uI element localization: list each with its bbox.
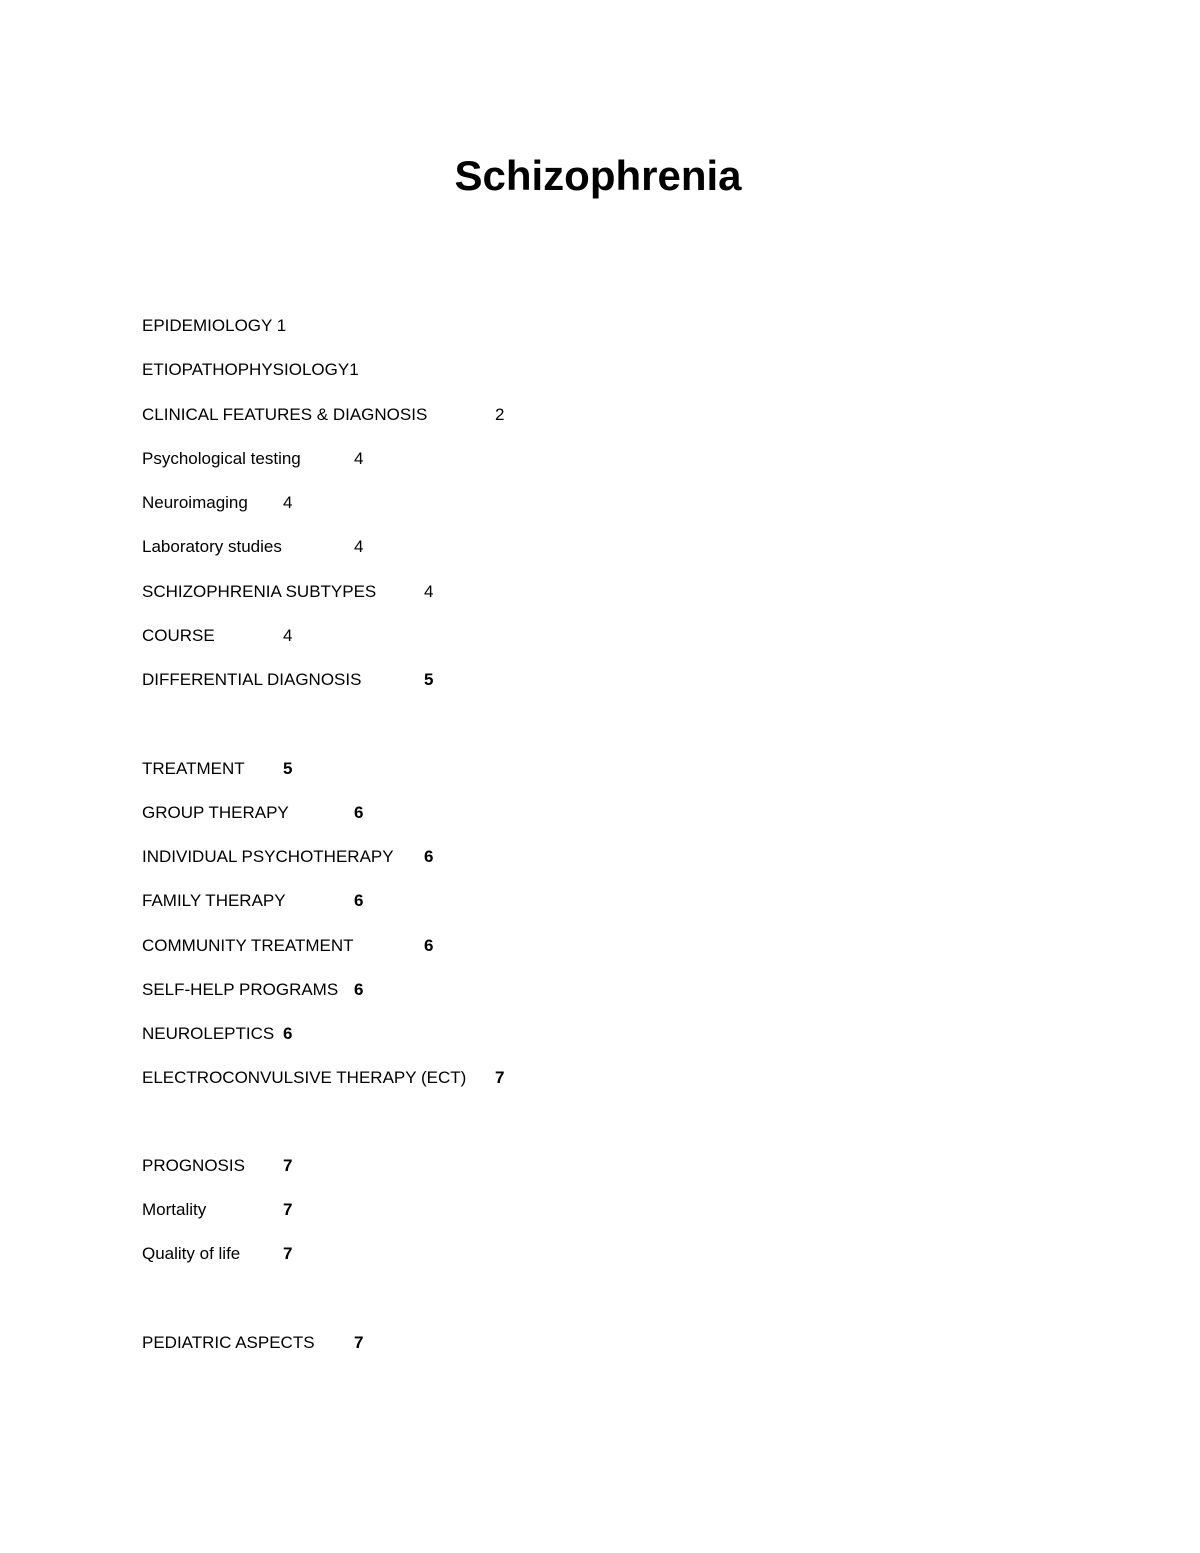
toc-entry-page: 5 — [424, 670, 434, 689]
toc-entry-label: Mortality — [142, 1200, 207, 1219]
toc-entry-label: SELF-HELP PROGRAMS — [142, 980, 339, 999]
toc-entry-page: 4 — [354, 537, 364, 556]
toc-entry-page: 2 — [495, 405, 505, 424]
toc-entry-page: 7 — [283, 1156, 293, 1175]
toc-entry-label: INDIVIDUAL PSYCHOTHERAPY — [142, 847, 394, 866]
toc-entry-page: 4 — [283, 626, 293, 645]
table-of-contents — [142, 0, 1042, 1553]
toc-entry-page: 7 — [354, 1333, 364, 1352]
toc-entry-page: 6 — [283, 1024, 293, 1043]
toc-entry-page: 6 — [354, 891, 364, 910]
toc-entry-page: 6 — [424, 847, 434, 866]
toc-entry-label: Laboratory studies — [142, 537, 282, 556]
document-title: Schizophrenia — [454, 152, 742, 199]
toc-entry-page: 6 — [354, 803, 364, 822]
toc-entry-page: 4 — [283, 493, 293, 512]
toc-entry-page: 6 — [354, 980, 364, 999]
toc-entry-page: 4 — [354, 449, 364, 468]
toc-entry-label: COURSE — [142, 626, 215, 645]
toc-entry-page: 5 — [283, 759, 293, 778]
toc-entry-label: CLINICAL FEATURES & DIAGNOSIS — [142, 405, 428, 424]
toc-entry-page: 6 — [424, 936, 434, 955]
toc-entry-label: FAMILY THERAPY — [142, 891, 286, 910]
toc-entry-label: NEUROLEPTICS — [142, 1024, 275, 1043]
toc-entry-label: PROGNOSIS — [142, 1156, 245, 1175]
toc-entry-label: Quality of life — [142, 1244, 241, 1263]
toc-entry-label: EPIDEMIOLOGY 1 — [142, 316, 287, 335]
toc-entry-label: Psychological testing — [142, 449, 301, 468]
toc-entry-label: GROUP THERAPY — [142, 803, 289, 822]
toc-entry-label: SCHIZOPHRENIA SUBTYPES — [142, 582, 377, 601]
toc-entry-page: 4 — [424, 582, 434, 601]
toc-entry-label: TREATMENT — [142, 759, 245, 778]
toc-entry-page: 7 — [283, 1200, 293, 1219]
toc-entry-label: COMMUNITY TREATMENT — [142, 936, 354, 955]
toc-entry-label: ELECTROCONVULSIVE THERAPY (ECT) — [142, 1068, 467, 1087]
toc-entry-page: 7 — [495, 1068, 505, 1087]
toc-entry-page: 7 — [283, 1244, 293, 1263]
toc-entry-label: DIFFERENTIAL DIAGNOSIS — [142, 670, 362, 689]
toc-entry-label: Neuroimaging — [142, 493, 248, 512]
toc-entry-label: ETIOPATHOPHYSIOLOGY1 — [142, 360, 359, 379]
toc-entry-label: PEDIATRIC ASPECTS — [142, 1333, 315, 1352]
